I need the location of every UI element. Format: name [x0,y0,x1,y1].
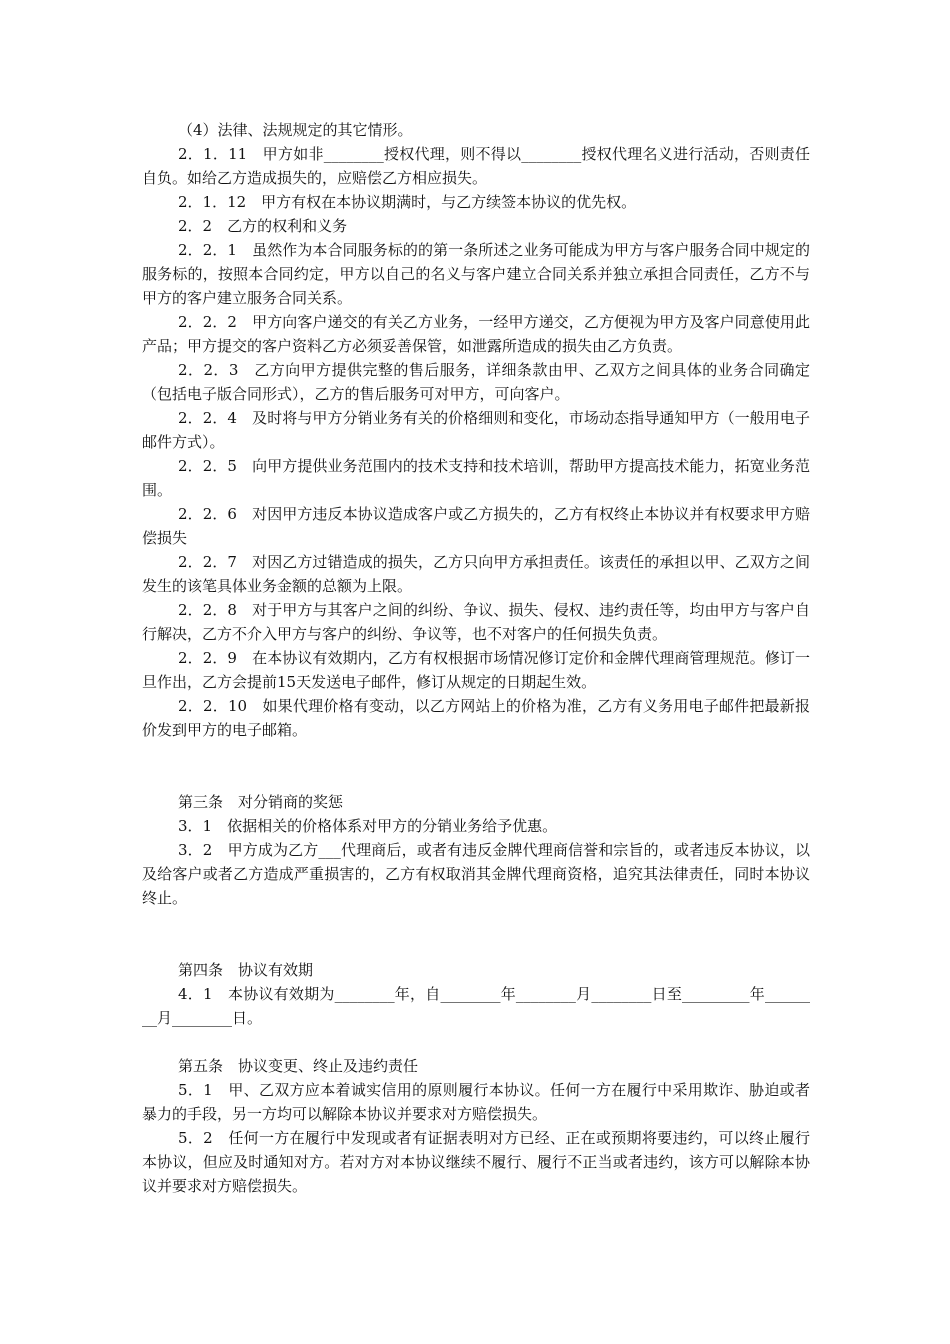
paragraph-2-1-11: 2．1．11 甲方如非________授权代理，则不得以________授权代理名义进行活动，否则责任自负。如给乙方造成损失的，应赔偿乙方相应损失。 [142,145,810,187]
paragraph-3-1: 3．1 依据相关的价格体系对甲方的分销业务给予优惠。 [178,817,558,835]
paragraph-2-2-1: 2．2．1 虽然作为本合同服务标的的第一条所述之业务可能成为甲方与客户服务合同中规定的服务标的，按照本合同约定，甲方以自己的名义与客户建立合同关系并独立承担合同责任，乙方不与甲方的客户建立服务合同关系。 [142,241,810,307]
article-5-title: 第五条 协议变更、终止及违约责任 [178,1057,419,1075]
paragraph-2-2-2: 2．2．2 甲方向客户递交的有关乙方业务，一经甲方递交，乙方便视为甲方及客户同意使用此产品；甲方提交的客户资料乙方必须妥善保管，如泄露所造成的损失由乙方负责。 [142,313,810,355]
paragraph-2-2-7: 2．2．7 对因乙方过错造成的损失，乙方只向甲方承担责任。该责任的承担以甲、乙双方之间发生的该笔具体业务金额的总额为上限。 [142,553,810,595]
spacer [142,910,810,958]
paragraph-3-2: 3．2 甲方成为乙方___代理商后，或者有违反金牌代理商信誉和宗旨的，或者违反本协议，以及给客户或者乙方造成严重损害的，乙方有权取消其金牌代理商资格，追究其法律责任，同时本协议终止。 [142,841,810,907]
paragraph-2-2-8: 2．2．8 对于甲方与其客户之间的纠纷、争议、损失、侵权、违约责任等，均由甲方与客户自行解决，乙方不介入甲方与客户的纠纷、争议等，也不对客户的任何损失负责。 [142,601,810,643]
article-4-title: 第四条 协议有效期 [178,961,314,979]
paragraph-2-1-12: 2．1．12 甲方有权在本协议期满时，与乙方续签本协议的优先权。 [178,193,637,211]
paragraph-5-1: 5．1 甲、乙双方应本着诚实信用的原则履行本协议。任何一方在履行中采用欺诈、胁迫或者暴力的手段，另一方均可以解除本协议并要求对方赔偿损失。 [142,1081,810,1123]
paragraph-2-2-4: 2．2．4 及时将与甲方分销业务有关的价格细则和变化，市场动态指导通知甲方（一般用电子邮件方式）。 [142,409,810,451]
section-heading-2-2: 2．2 乙方的权利和义务 [178,217,348,235]
spacer [142,742,810,790]
document-page [142,118,810,1198]
paragraph-2-2-5: 2．2．5 向甲方提供业务范围内的技术支持和技术培训，帮助甲方提高技术能力，拓宽业务范围。 [142,457,810,499]
paragraph-2-2-6: 2．2．6 对因甲方违反本协议造成客户或乙方损失的，乙方有权终止本协议并有权要求甲方赔偿损失 [142,505,810,547]
spacer [142,1030,810,1054]
article-3-title: 第三条 对分销商的奖惩 [178,793,344,811]
paragraph-4-1: 4．1 本协议有效期为________年，自________年________月________日至_________年________月________日。 [142,985,810,1027]
paragraph-2-2-3: 2．2．3 乙方向甲方提供完整的售后服务，详细条款由甲、乙双方之间具体的业务合同确定（包括电子版合同形式），乙方的售后服务可对甲方，可向客户。 [142,361,810,403]
paragraph-2-2-10: 2．2．10 如果代理价格有变动，以乙方网站上的价格为准，乙方有义务用电子邮件把最新报价发到甲方的电子邮箱。 [142,697,810,739]
paragraph-5-2: 5．2 任何一方在履行中发现或者有证据表明对方已经、正在或预期将要违约，可以终止履行本协议，但应及时通知对方。若对方对本协议继续不履行、履行不正当或者违约，该方可以解除本协议并要求对方赔偿损失。 [142,1129,810,1195]
paragraph-other-circumstances: （4）法律、法规规定的其它情形。 [178,121,413,139]
paragraph-2-2-9: 2．2．9 在本协议有效期内，乙方有权根据市场情况修订定价和金牌代理商管理规范。修订一旦作出，乙方会提前15天发送电子邮件，修订从规定的日期起生效。 [142,649,810,691]
